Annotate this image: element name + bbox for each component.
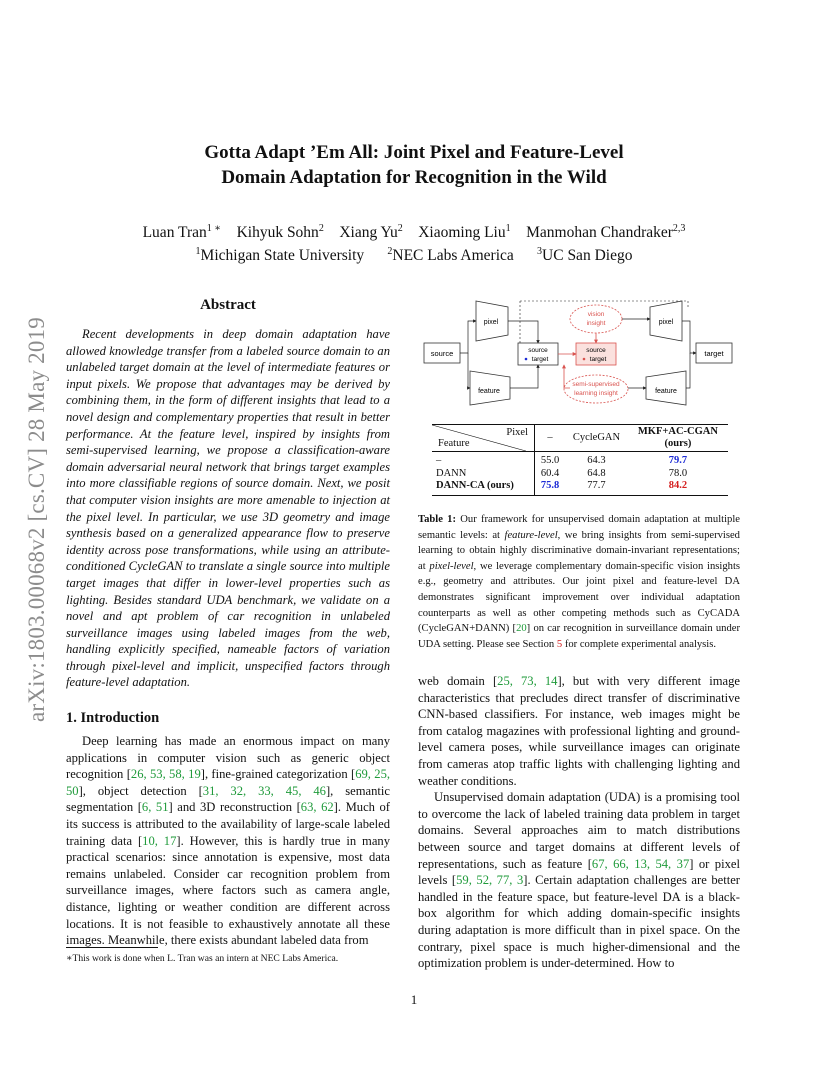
citation-link[interactable]: 10, 17 [142, 833, 177, 848]
affiliation-list [0, 241, 828, 267]
connector [682, 321, 696, 353]
connector [460, 321, 476, 353]
connector [686, 353, 690, 388]
affiliation: $^1$Michigan State University [195, 246, 365, 265]
author: Xiang Yu$^2$ [339, 223, 403, 242]
citation-link[interactable]: 26, 53, 58, 19 [130, 767, 201, 782]
citation-link[interactable]: 59, 52, 77, 3 [456, 873, 524, 888]
col-header: MKF+AC-CGAN (ours) [637, 425, 718, 449]
arxiv-stamp: arXiv:1803.00068v2 [cs.CV] 28 May 2019 [24, 317, 49, 723]
section-link[interactable]: 5 [556, 638, 563, 650]
connector [510, 365, 538, 388]
citation-link[interactable]: 31, 32, 33, 45, 46 [202, 783, 326, 798]
source-label: source [430, 349, 454, 358]
abstract-heading: Abstract [200, 297, 256, 313]
author: Xiaoming Liu$^1$ [418, 223, 511, 242]
author: Luan Tran$^{1 ∗}$ [142, 223, 222, 242]
citation-link[interactable]: 25, 73, 14 [497, 674, 558, 688]
citation-link[interactable]: 6, 51 [141, 800, 169, 815]
semi-supervised-cloud [564, 375, 628, 403]
pixel-left-label: pixel [483, 319, 499, 326]
title-line-1: Gotta Adapt ’Em All: Joint Pixel and Feature-Level [204, 142, 624, 163]
table-row: – 55.0 64.3 79.7 [432, 452, 728, 468]
abstract-text: Recent developments in deep domain adaptation have allowed knowledge transfer from a labeled source domain to an unlabeled target domain at the level of intermediate features or input pixels. We propose that advantages may be derived by combining them, in the form of different insights that lead to a novel design and complementary properties that result in better performance. At the feature level, inspired by insights from semi-supervised learning, we propose a classification-aware domain adversarial neural network that brings target examples into more classifiable regions of source domain. Next, we posit that computer vision insights are more amenable to injection at the pixel level. In particular, we use 3D geometry and image synthesis based on a generalized appearance flow to preserve identity across pose transformations, while using an attribute-conditioned CycleGAN to translate a single source into multiple target images that differ in lower-level properties such as lighting. Besides standard UDA benchmark, we validate on a novel and apt problem of car recognition in unlabeled surveillance images using labeled images from the web, handling explicitly specified, nameable factors of variation through pixel-level and implicit, unspecified factors through feature-level adaptation. [66, 327, 390, 690]
header-feature: Feature [438, 437, 470, 449]
paper-title [0, 140, 828, 190]
caption-label: Table 1: [418, 514, 456, 525]
table-diagonal-header [432, 425, 535, 452]
pixel-right-label: pixel [658, 319, 674, 326]
learning-insight-label: learning insight [574, 390, 618, 397]
affiliation: $^2$NEC Labs America [387, 246, 514, 265]
body-paragraph: web domain [25, 73, 14], but with very different image characteristics that precludes direct transfer of discriminative CNN-based classifiers. For instance, web images might be from catalog magazines with professional lighting and ground-level camera poses, while surveillance images can originate from cameras atop traffic lights with challenging lighting and weather conditions. [418, 674, 741, 788]
footnote: ∗This work is done when L. Tran was an intern at NEC Labs America. [66, 953, 339, 964]
title-line-2: Domain Adaptation for Recognition in the Wild [221, 167, 607, 188]
header-pixel: Pixel [506, 427, 528, 438]
connector [508, 321, 538, 343]
author: Manmohan Chandraker$^{2,3}$ [526, 223, 686, 242]
affiliation: $^3$UC San Diego [537, 246, 633, 265]
table-row: DANN-CA (ours) 75.8 77.7 84.2 [432, 480, 728, 495]
insight-label: insight [586, 320, 606, 327]
table-row: DANN 60.4 64.8 78.0 [432, 468, 728, 481]
section-heading-introduction: 1. Introduction [66, 710, 160, 726]
col-header: – [547, 431, 553, 443]
author: Kihyuk Sohn$^2$ [236, 223, 324, 242]
framework-diagram [420, 295, 740, 410]
right-column-body [418, 673, 740, 972]
citation-link[interactable]: 63, 62 [300, 800, 334, 815]
col-header: CycleGAN [572, 431, 621, 443]
body-paragraph: Unsupervised domain adaptation (UDA) is a promising tool to overcome the lack of labeled training data problem in target domains. Several approaches aim to match distributions between source and target domains at different levels of representations, such as feature [67, 66, 13, 54, 37] or pixel levels [59, 52, 77, 3]. Certain adaptation challenges are better handled in the feature space, but feature-level DA is a black-box algorithm for which adding domain-specific insights during adaptation is more difficult than in pixel space. On the contrary, pixel space is much higher-dimensional and the optimization problem is under-determined. How to [418, 790, 740, 971]
footnote-rule [66, 947, 158, 948]
vision-label: vision [587, 311, 605, 318]
vision-insight-cloud [570, 305, 622, 333]
box1-source-label: source [528, 347, 548, 354]
box1-target-label: target [531, 356, 549, 363]
abstract-body [66, 326, 390, 691]
box2-source-label: source [586, 347, 606, 354]
intro-body [66, 733, 390, 949]
semi-label: semi-supervised [572, 381, 620, 388]
target-label: target [704, 349, 724, 358]
target-dot-red [583, 358, 586, 361]
table-caption: Table 1: Our framework for unsupervised domain adaptation at multiple semantic levels: at feature-level, we bring insights from semi-supervised learning to obtain highly discriminative domain-invariant representations; at pixel-level, we leverage complementary domain-specific vision insights e.g., geometry and attributes. Our joint pixel and feature-level DA demonstrates significant improvement over individual adaptation counterparts as well as other competing methods such as CyCADA (CycleGAN+DANN) [20] on car recognition in surveillance domain under UDA setting. Please see Section 5 for complete experimental analysis. [418, 514, 741, 650]
target-dot [525, 358, 528, 361]
box2-target-label: target [589, 356, 607, 363]
citation-link[interactable]: 20 [516, 623, 527, 635]
results-table [432, 424, 728, 496]
citation-link[interactable]: 67, 66, 13, 54, 37 [591, 856, 690, 871]
page-number: 1 [410, 992, 418, 1007]
intro-paragraph: Deep learning has made an enormous impact on many applications in computer vision such as generic object recognition [26, 53, 58, 19], fine-grained categorization [69, 25, 50], object detection [31, 32, 33, 45, 46], semantic segmentation [6, 51] and 3D reconstruction [63, 62]. Much of its success is attributed to the availability of large-scale labeled training data [10, 17]. However, this is hardly true in many practical scenarios: since annotation is expensive, most data remains unlabeled. Consider car recognition problem from surveillance images, where factors such as camera angle, distance, lighting or weather condition are different across locations. It is not feasible to exhaustively annotate all these images. Meanwhile, there exists abundant labeled data from [66, 734, 391, 948]
citation-link[interactable]: 69, 25, 50 [66, 767, 391, 798]
feature-right-label: feature [655, 388, 677, 395]
feature-left-label: feature [478, 388, 500, 395]
